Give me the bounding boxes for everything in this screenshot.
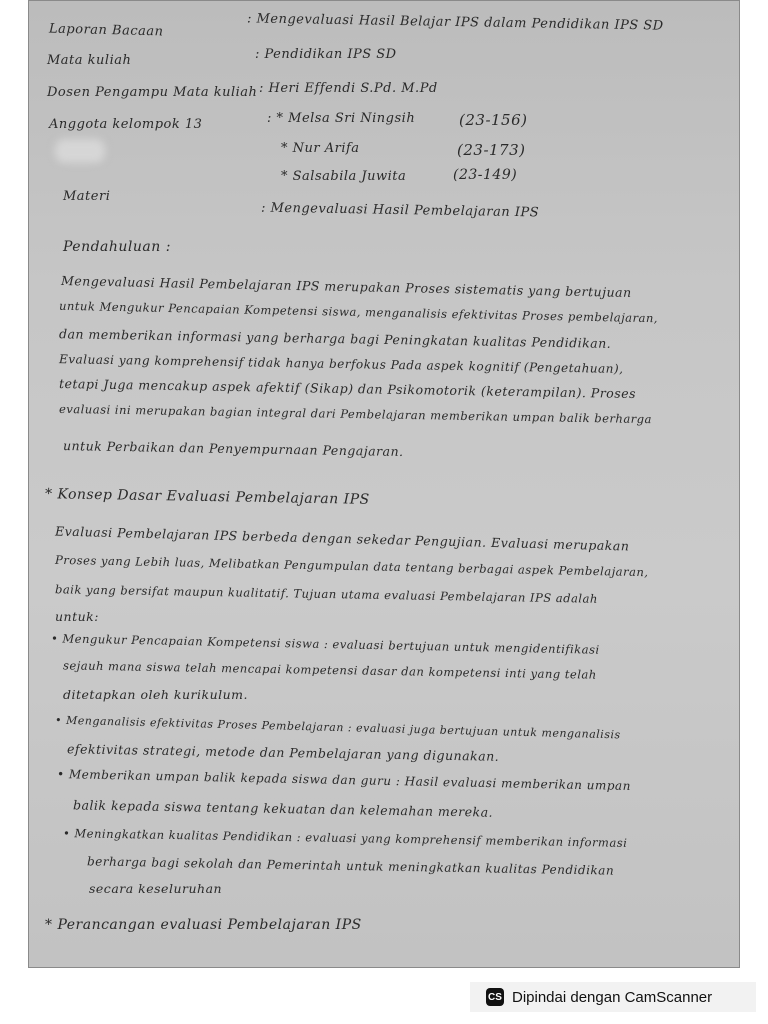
- konsep-line-3: baik yang bersifat maupun kualitatif. Tujuan utama evaluasi Pembelajaran IPS adalah: [54, 582, 598, 606]
- anggota-label: Anggota kelompok 13: [49, 117, 203, 132]
- materi-value: : Mengevaluasi Hasil Pembelajaran IPS: [260, 200, 540, 221]
- perancangan-heading: * Perancangan evaluasi Pembelajaran IPS: [45, 917, 362, 933]
- konsep-heading: * Konsep Dasar Evaluasi Pembelajaran IPS: [44, 486, 370, 508]
- konsep-line-2: Proses yang Lebih luas, Melibatkan Pengumpulan data tentang berbagai aspek Pembelajaran,: [54, 552, 649, 580]
- pendahuluan-line-7: untuk Perbaikan dan Penyempurnaan Pengajaran.: [62, 438, 404, 459]
- scanned-page: [28, 0, 740, 968]
- camscanner-text: Dipindai dengan CamScanner: [512, 988, 713, 1006]
- bullet-4-line-3: secara keseluruhan: [89, 881, 223, 896]
- pendahuluan-line-4: Evaluasi yang komprehensif tidak hanya berfokus Pada aspek kognitif (Pengetahuan),: [58, 352, 624, 376]
- dosen-value: : Heri Effendi S.Pd. M.Pd: [259, 81, 438, 96]
- dosen-label: Dosen Pengampu Mata kuliah: [47, 85, 258, 100]
- bullet-1-line-1: • Mengukur Pencapaian Kompetensi siswa : evaluasi bertujuan untuk mengidentifikasi: [50, 631, 600, 657]
- pendahuluan-heading: Pendahuluan :: [63, 239, 171, 255]
- konsep-line-1: Evaluasi Pembelajaran IPS berbeda dengan sekedar Pengujian. Evaluasi merupakan: [54, 523, 630, 554]
- konsep-line-4: untuk:: [55, 609, 99, 624]
- camscanner-logo-icon: CS: [486, 988, 504, 1006]
- laporan-label: Laporan Bacaan: [48, 21, 164, 40]
- bullet-1-line-3: ditetapkan oleh kurikulum.: [63, 687, 248, 702]
- smudge-mark: [55, 139, 105, 163]
- bullet-4-line-1: • Meningkatkan kualitas Pendidikan : evaluasi yang komprehensif memberikan informasi: [62, 826, 628, 850]
- pendahuluan-line-5: tetapi Juga mencakup aspek afektif (Sikap) dan Psikomotorik (keterampilan). Proses: [58, 375, 637, 402]
- camscanner-watermark: [470, 982, 756, 1012]
- bullet-1-line-2: sejauh mana siswa telah mencapai kompetensi dasar dan kompetensi inti yang telah: [62, 658, 597, 682]
- member-id-2: (23-173): [457, 141, 526, 159]
- bullet-3-line-1: • Memberikan umpan balik kepada siswa dan guru : Hasil evaluasi memberikan umpan: [56, 766, 632, 794]
- materi-label: Materi: [63, 189, 111, 204]
- pendahuluan-line-3: dan memberikan informasi yang berharga bagi Peningkatan kualitas Pendidikan.: [58, 326, 612, 351]
- pendahuluan-line-1: Mengevaluasi Hasil Pembelajaran IPS merupakan Proses sistematis yang bertujuan: [60, 273, 632, 300]
- pendahuluan-line-6: evaluasi ini merupakan bagian integral dari Pembelajaran memberikan umpan balik berharga: [58, 401, 653, 427]
- bullet-4-line-2: berharga bagi sekolah dan Pemerintah untuk meningkatkan kualitas Pendidikan: [86, 854, 615, 878]
- bullet-2-line-1: • Menganalisis efektivitas Proses Pembelajaran : evaluasi juga bertujuan untuk menganalisis: [54, 713, 621, 742]
- bullet-3-line-2: balik kepada siswa tentang kekuatan dan kelemahan mereka.: [72, 797, 494, 820]
- matkul-label: Mata kuliah: [47, 53, 132, 68]
- pendahuluan-line-2: untuk Mengukur Pencapaian Kompetensi siswa, menganalisis efektivitas Proses pembelajaran,: [58, 298, 659, 326]
- member-name-1: : * Melsa Sri Ningsih: [267, 111, 416, 126]
- member-id-1: (23-156): [459, 111, 528, 129]
- member-name-2: * Nur Arifa: [281, 141, 360, 156]
- member-id-3: (23-149): [453, 167, 518, 183]
- member-name-3: * Salsabila Juwita: [281, 169, 407, 184]
- bullet-2-line-2: efektivitas strategi, metode dan Pembelajaran yang digunakan.: [66, 741, 500, 764]
- matkul-value: : Pendidikan IPS SD: [255, 47, 397, 62]
- laporan-value: : Mengevaluasi Hasil Belajar IPS dalam Pendidikan IPS SD: [246, 11, 664, 34]
